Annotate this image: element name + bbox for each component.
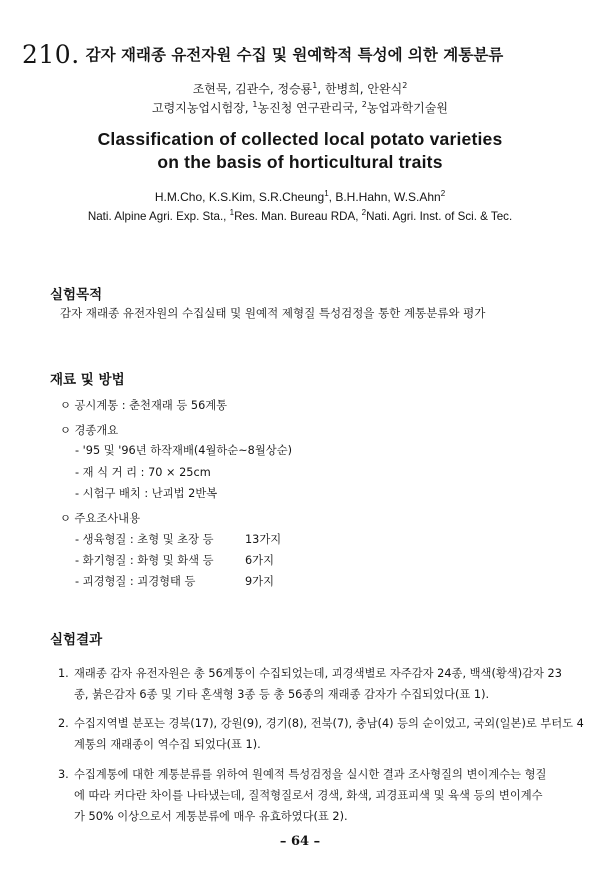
section-heading-purpose: 실험목적 (50, 287, 103, 303)
result-text: 재래종 감자 유전자원은 총 56계통이 수집되었는데, 괴경색별로 자주감자 24종, 백색(황색)감자 23 (74, 667, 562, 680)
paper-title-row (22, 40, 503, 69)
affiliation-en-mark: 1 (229, 208, 235, 217)
author-en: H.M.Cho, (154, 190, 209, 204)
affiliation-ko-mark: 1 (252, 100, 258, 109)
paper-title-english-line2: on the basis of horticultural traits (157, 152, 443, 172)
methods-subitem (75, 573, 275, 589)
affiliation-ko-mark: 2 (361, 100, 367, 109)
trait-label: - 괴경형질 : 괴경형태 등 (75, 575, 196, 588)
section-heading-methods: 재료 및 방법 (50, 372, 125, 388)
methods-item: ㅇ 공시계통 : 춘천재래 등 56계통 (60, 399, 228, 412)
result-number: 1. (58, 667, 69, 680)
affiliations-english (0, 210, 600, 223)
author-ko: 김관수, (235, 82, 278, 96)
affiliation-en: Res. Man. Bureau RDA, (234, 210, 362, 223)
result-text: 가 50% 이상으로서 계통분류에 매우 유효하였다(표 2). (74, 810, 348, 823)
affiliation-ko: 농진청 연구관리국, (257, 101, 362, 115)
trait-label: - 생육형질 : 초형 및 초장 등 (75, 533, 214, 546)
affiliation-en-mark: 2 (361, 208, 367, 217)
author-en: K.S.Kim, (208, 190, 259, 204)
trait-count: 9가지 (245, 575, 275, 588)
methods-subitem: - 재 식 거 리 : 70 × 25cm (75, 466, 211, 479)
authors-korean (0, 80, 600, 97)
trait-label: - 화기형질 : 화형 및 화색 등 (75, 554, 214, 567)
result-text: 종, 붉은감자 6종 및 기타 혼색형 3종 등 총 56종의 재래종 감자가 수집되었다(표 1). (74, 688, 490, 701)
methods-subitem: - '95 및 '96년 하작재배(4월하순~8월상순) (75, 444, 293, 457)
result-item (58, 713, 584, 755)
author-en: , B.H.Hahn, (328, 190, 395, 204)
affiliation-en: Nati. Agri. Inst. of Sci. & Tec. (366, 210, 513, 223)
author-ko: 조현묵, (192, 82, 236, 96)
result-text: 계통의 재래종이 역수집 되었다(표 1). (74, 738, 261, 751)
methods-subitem (75, 552, 275, 568)
result-number: 3. (58, 768, 69, 781)
result-item (58, 663, 570, 705)
authors-english (0, 190, 600, 204)
result-text: 에 따라 커다란 차이를 나타냈는데, 질적형질로서 경색, 화색, 괴경표피색 및 육색 등의 변이계수 (74, 789, 543, 802)
methods-subitem (75, 531, 282, 547)
result-text: 수집계통에 대한 계통분류를 위하여 원예적 특성검정을 실시한 결과 조사형질의 변이계수는 형질 (74, 768, 547, 781)
result-text: 수집지역별 분포는 경북(17), 강원(9), 경기(8), 전북(7), 충남(4) 등의 순이었고, 국외(일본)로 부터도 4 (74, 717, 584, 730)
affiliation-ko: 고령지농업시험장, (152, 101, 253, 115)
paper-number: 210. (22, 40, 80, 69)
affiliation-en: Nati. Alpine Agri. Exp. Sta., (87, 210, 230, 223)
affiliation-ko: 농업과학기술원 (366, 101, 448, 115)
paper-title-english-line1: Classification of collected local potato varieties (97, 129, 503, 149)
section-heading-results: 실험결과 (50, 632, 103, 648)
paper-title-korean: 감자 재래종 유전자원 수집 및 원예학적 특성에 의한 계통분류 (85, 46, 504, 64)
author-ko: 안완식 (367, 82, 403, 96)
author-en-affil-mark: 2 (440, 189, 446, 198)
author-ko-affil-mark: 2 (402, 81, 408, 90)
author-ko: , 한병희, (317, 82, 368, 96)
trait-count: 6가지 (245, 554, 275, 567)
purpose-text: 감자 재래종 유전자원의 수집실태 및 원예적 제형질 특성검정을 통한 계통분류와 평가 (60, 306, 486, 320)
affiliations-korean (0, 99, 600, 116)
author-en-affil-mark: 1 (324, 189, 329, 198)
methods-item: ㅇ 주요조사내용 (60, 512, 140, 525)
author-ko-affil-mark: 1 (312, 81, 318, 90)
author-ko: 정승룡 (277, 82, 313, 96)
trait-count: 13가지 (245, 533, 282, 546)
author-en: W.S.Ahn (394, 190, 441, 204)
author-en: S.R.Cheung (258, 190, 325, 204)
result-number: 2. (58, 717, 69, 730)
methods-subitem: - 시험구 배치 : 난괴법 2반복 (75, 487, 218, 500)
result-item (58, 764, 570, 827)
page-number: – 64 – (279, 834, 321, 849)
methods-item: ㅇ 경종개요 (60, 424, 119, 437)
